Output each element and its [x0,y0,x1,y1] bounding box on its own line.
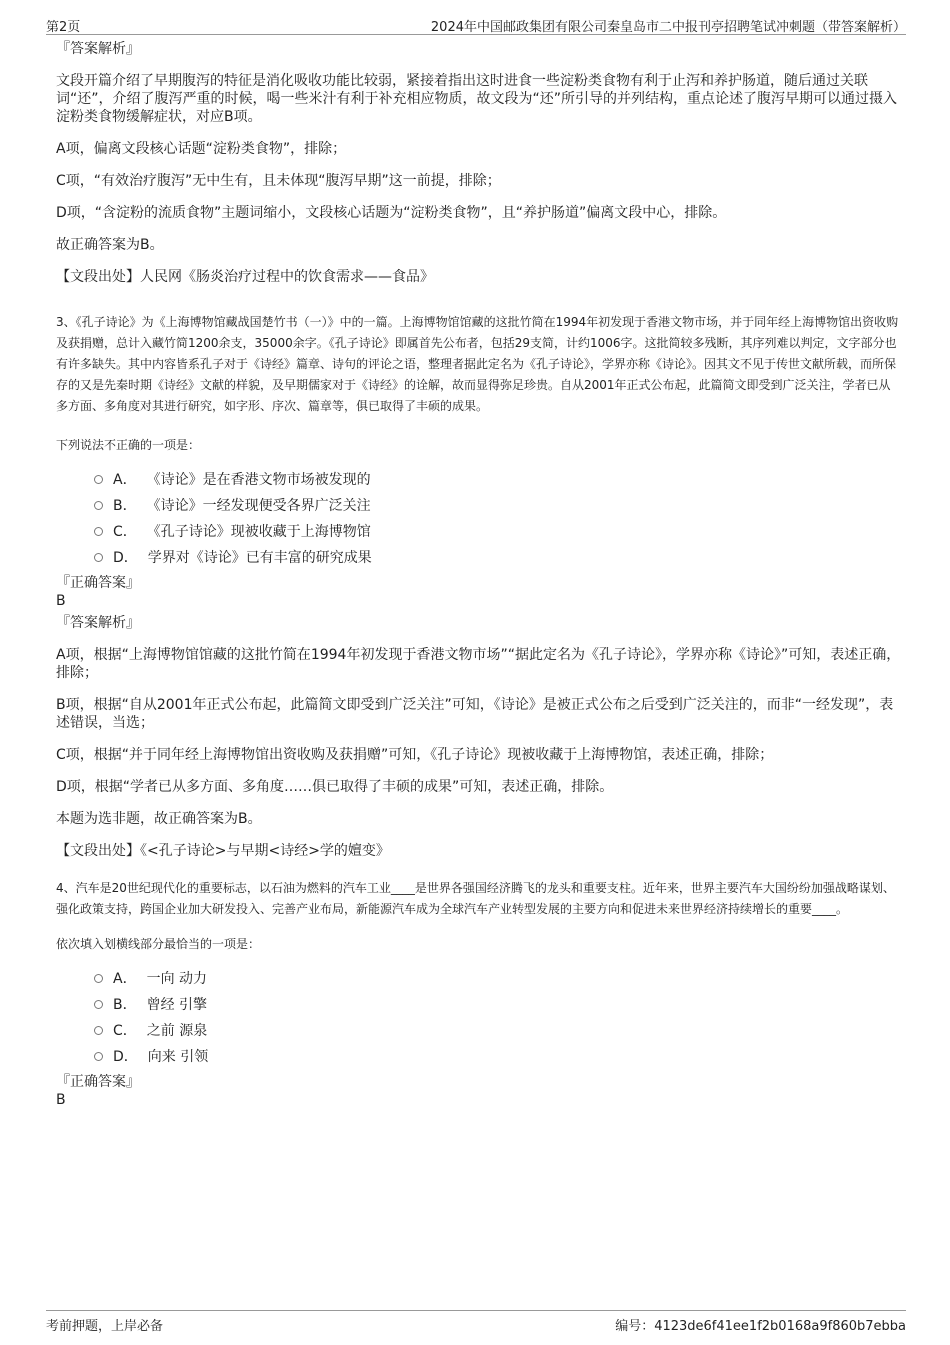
page-footer [46,1310,906,1333]
analysis-line-a: A项，根据“上海博物馆馆藏的这批竹简在1994年初发现于香港文物市场”“据此定名为《孔子诗论》，学界亦称《诗论》”可知，表述正确，排除； [56,647,901,681]
option-a[interactable] [94,965,902,991]
source-citation: 【文段出处】人民网《肠炎治疗过程中的饮食需求——食品》 [56,269,434,285]
option-text: 一向 动力 [146,971,208,987]
question-stem: 4、汽车是20世纪现代化的重要标志，以石油为燃料的汽车工业____是世界各强国经济腾飞的龙头和重要支柱。近年来，世界主要汽车大国纷纷加强战略谋划、强化政策支持，跨国企业加大研发投入、完善产业布局，新能源汽车成为全球汽车产业转型发展的主要方向和促进未来世界经济持续增长的重要____。 [56,881,895,916]
analysis-line-a: A项，偏离文段核心话题“淀粉类食物”，排除； [56,141,347,157]
answer-label: 『正确答案』 [56,1074,140,1090]
radio-icon[interactable] [94,553,103,562]
option-text: 《孔子诗论》现被收藏于上海博物馆 [146,524,371,540]
radio-icon[interactable] [94,1052,103,1061]
option-b[interactable] [94,492,902,518]
option-text: 曾经 引擎 [146,997,208,1013]
analysis-label: 『答案解析』 [56,41,140,57]
answer-value: B [56,593,66,609]
option-list [56,466,902,570]
question-prompt: 下列说法不正确的一项是： [56,438,201,452]
page-header [46,14,906,35]
radio-icon[interactable] [94,475,103,484]
analysis-text: 文段开篇介绍了早期腹泻的特征是消化吸收功能比较弱，紧接着指出这时进食一些淀粉类食物有利于止泻和养护肠道，随后通过关联词“还”，介绍了腹泻严重的时候，喝一些米汁有利于补充相应物质，故文段为“还”所引导的并列结构，重点论述了腹泻早期可以通过摄入淀粉类食物缓解症状，对应B项。 [56,73,898,125]
option-d[interactable] [94,1043,902,1069]
option-letter: C． [113,524,137,540]
source-citation: 【文段出处】《<孔子诗论>与早期<诗经>学的嬗变》 [56,843,390,859]
option-c[interactable] [94,518,902,544]
footer-slogan: 考前押题，上岸必备 [46,1319,164,1334]
answer-label: 『正确答案』 [56,575,140,591]
document-title: 2024年中国邮政集团有限公司秦皇岛市二中报刊亭招聘笔试冲刺题（带答案解析） [430,20,906,35]
page-content [56,40,902,1109]
analysis-line-d: D项，“含淀粉的流质食物”主题词缩小，文段核心话题为“淀粉类食物”，且“养护肠道”偏离文段中心，排除。 [56,205,727,221]
radio-icon[interactable] [94,1000,103,1009]
question-2-analysis [56,40,902,286]
answer-value: B [56,1092,66,1108]
option-text: 《诗论》一经发现便受各界广泛关注 [146,498,371,514]
option-letter: B． [113,498,137,514]
analysis-line-c: C项，根据“并于同年经上海博物馆出资收购及获捐赠”可知，《孔子诗论》现被收藏于上海博物馆，表述正确，排除； [56,747,774,763]
option-text: 之前 源泉 [146,1023,208,1039]
analysis-line-c: C项，“有效治疗腹泻”无中生有，且未体现“腹泻早期”这一前提，排除； [56,173,501,189]
option-b[interactable] [94,991,902,1017]
option-d[interactable] [94,544,902,570]
document-code: 编号：4123de6f41ee1f2b0168a9f860b7ebba [615,1319,906,1334]
question-3 [56,312,902,860]
radio-icon[interactable] [94,501,103,510]
option-text: 向来 引领 [147,1049,209,1065]
analysis-label: 『答案解析』 [56,615,140,631]
option-letter: D． [113,1049,138,1065]
option-text: 学界对《诗论》已有丰富的研究成果 [147,550,372,566]
analysis-line-d: D项，根据“学者已从多方面、多角度……俱已取得了丰硕的成果”可知，表述正确，排除。 [56,779,614,795]
analysis-conclusion: 本题为选非题，故正确答案为B。 [56,811,262,827]
question-prompt: 依次填入划横线部分最恰当的一项是： [56,937,261,951]
analysis-line-b: B项，根据“自从2001年正式公布起，此篇简文即受到广泛关注”可知，《诗论》是被正式公布之后受到广泛关注的，而非“一经发现”，表述错误，当选； [56,697,894,731]
option-letter: A． [113,971,137,987]
option-list [56,965,902,1069]
option-c[interactable] [94,1017,902,1043]
option-letter: B． [113,997,137,1013]
page-number: 第2页 [46,20,81,35]
option-letter: D． [113,550,138,566]
question-stem: 3、《孔子诗论》为《上海博物馆藏战国楚竹书（一）》中的一篇。上海博物馆馆藏的这批竹简在1994年初发现于香港文物市场，并于同年经上海博物馆出资收购及获捐赠，总计入藏竹简1200余支，35000余字。《孔子诗论》即属首先公布者，包括29支简，计约1006字。这批简较多残断，其序列难以判定，文字部分也有许多缺失。其中内容皆系孔子对于《诗经》篇章、诗句的评论之语，整理者据此定名为《孔子诗论》，学界亦称《诗论》。因其文不见于传世文献所载，而所保存的又是先秦时期《诗经》文献的样貌，及早期儒家对于《诗经》的诠解，故而显得弥足珍贵。自从2001年正式公布起，此篇简文即受到广泛关注，学者已从多方面、多角度对其进行研究，如字形、序次、篇章等，俱已取得了丰硕的成果。 [56,315,899,413]
option-text: 《诗论》是在香港文物市场被发现的 [146,472,371,488]
analysis-conclusion: 故正确答案为B。 [56,237,164,253]
option-a[interactable] [94,466,902,492]
radio-icon[interactable] [94,974,103,983]
option-letter: A． [113,472,137,488]
radio-icon[interactable] [94,1026,103,1035]
radio-icon[interactable] [94,527,103,536]
option-letter: C． [113,1023,137,1039]
question-4 [56,878,902,1109]
